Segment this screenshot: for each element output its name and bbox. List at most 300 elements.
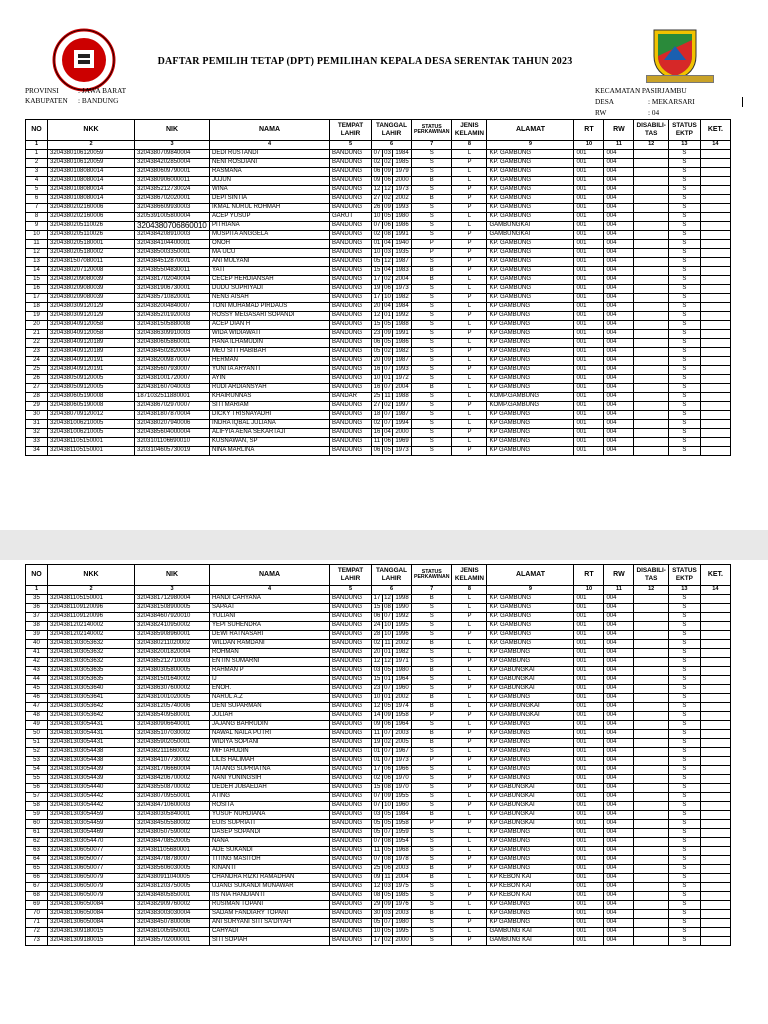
tanggal-lahir-cell bbox=[372, 446, 412, 455]
birth-year: 1940 bbox=[392, 240, 411, 248]
birth-month: 04 bbox=[382, 240, 392, 248]
column-header-nkk: NKK bbox=[48, 120, 135, 141]
rt-cell: 001 bbox=[574, 909, 604, 918]
tanggal-lahir-cell bbox=[372, 729, 412, 738]
nik-cell: 3204385508700002 bbox=[135, 783, 210, 792]
nkk-cell: 3204381309180015 bbox=[48, 927, 135, 936]
row-number: 31 bbox=[26, 419, 48, 428]
birth-day: 09 bbox=[373, 720, 381, 727]
keterangan-cell bbox=[700, 329, 730, 338]
rw-cell: 004 bbox=[604, 936, 634, 945]
column-header-tanggal-lahir: TANGGAL LAHIR bbox=[372, 565, 412, 586]
nik-cell: 3204381906730001 bbox=[135, 284, 210, 293]
nama-cell: INDRA IQBAL JULIANA bbox=[210, 419, 330, 428]
status-ektp-cell: S bbox=[668, 594, 700, 603]
nkk-cell: 3204381303053642 bbox=[48, 711, 135, 720]
table-row bbox=[26, 401, 731, 410]
rt-cell: 001 bbox=[574, 729, 604, 738]
tanggal-lahir-cell bbox=[372, 630, 412, 639]
rw-cell: 004 bbox=[604, 257, 634, 266]
rw-cell: 004 bbox=[604, 918, 634, 927]
status-perkawinan-cell: S bbox=[412, 612, 452, 621]
birth-year: 1982 bbox=[392, 649, 411, 657]
tempat-lahir-cell: BANDUNG bbox=[330, 738, 372, 747]
nik-cell: 3204381702040004 bbox=[135, 275, 210, 284]
tanggal-lahir-cell bbox=[372, 230, 412, 239]
alamat-cell: KP GAMBUNG bbox=[487, 738, 574, 747]
table-row bbox=[26, 257, 731, 266]
nama-cell: MIFTAHUDIN bbox=[210, 747, 330, 756]
nik-cell: 3204384107730002 bbox=[135, 756, 210, 765]
rw-cell: 004 bbox=[604, 819, 634, 828]
status-perkawinan-cell: S bbox=[412, 437, 452, 446]
rt-cell: 001 bbox=[574, 203, 604, 212]
disabilitas-cell bbox=[634, 266, 668, 275]
nik-cell: 3204381508900005 bbox=[135, 603, 210, 612]
row-number: 24 bbox=[26, 356, 48, 365]
nama-cell: CAHYADI bbox=[210, 927, 330, 936]
birth-year: 1935 bbox=[392, 249, 411, 257]
alamat-cell: KP GAMBUNG bbox=[487, 747, 574, 756]
birth-month: 06 bbox=[382, 865, 392, 873]
rt-cell: 001 bbox=[574, 149, 604, 158]
row-number: 51 bbox=[26, 738, 48, 747]
tanggal-lahir-cell bbox=[372, 693, 412, 702]
tanggal-lahir-cell bbox=[372, 774, 412, 783]
status-ektp-cell: S bbox=[668, 900, 700, 909]
nama-cell: YATI bbox=[210, 266, 330, 275]
rt-cell: 001 bbox=[574, 621, 604, 630]
row-number: 10 bbox=[26, 230, 48, 239]
status-ektp-cell: S bbox=[668, 221, 700, 230]
table-row bbox=[26, 666, 731, 675]
disabilitas-cell bbox=[634, 149, 668, 158]
birth-day: 06 bbox=[373, 446, 381, 453]
nkk-cell: 3204380409120058 bbox=[48, 320, 135, 329]
nama-cell: DEPI SINTIA bbox=[210, 194, 330, 203]
alamat-cell: KP. GAMBUNG bbox=[487, 248, 574, 257]
table-row bbox=[26, 212, 731, 221]
status-perkawinan-cell: S bbox=[412, 891, 452, 900]
birth-day: 06 bbox=[373, 612, 381, 619]
desa-value: : MEKARSARI bbox=[648, 97, 695, 106]
rw-cell: 004 bbox=[604, 747, 634, 756]
nama-cell: MEU SITI HABIBAH bbox=[210, 347, 330, 356]
nik-cell: 3204385702000001 bbox=[135, 936, 210, 945]
status-perkawinan-cell: B bbox=[412, 738, 452, 747]
birth-year: 1971 bbox=[392, 658, 411, 666]
birth-day: 26 bbox=[373, 203, 381, 210]
nik-cell: 3204385902050001 bbox=[135, 738, 210, 747]
alamat-cell: KP GAMBUNG bbox=[487, 720, 574, 729]
rt-cell: 001 bbox=[574, 176, 604, 185]
jenis-kelamin-cell: L bbox=[452, 594, 487, 603]
jenis-kelamin-cell: P bbox=[452, 185, 487, 194]
nik-cell: 3204384502820004 bbox=[135, 347, 210, 356]
birth-year: 1982 bbox=[392, 294, 411, 302]
nik-cell: 3204386702020001 bbox=[135, 194, 210, 203]
nkk-cell: 3204380605190008 bbox=[48, 392, 135, 401]
alamat-cell: KP GAMBUNGKAI bbox=[487, 711, 574, 720]
nkk-cell: 3204380209080039 bbox=[48, 275, 135, 284]
birth-month: 11 bbox=[382, 393, 392, 401]
disabilitas-cell bbox=[634, 927, 668, 936]
rw-cell: 004 bbox=[604, 266, 634, 275]
tanggal-lahir-cell bbox=[372, 392, 412, 401]
status-ektp-cell: S bbox=[668, 684, 700, 693]
tanggal-lahir-cell bbox=[372, 194, 412, 203]
nik-cell: 3204386307600002 bbox=[135, 684, 210, 693]
alamat-cell: KP. GAMBUNG bbox=[487, 239, 574, 248]
status-perkawinan-cell: S bbox=[412, 410, 452, 419]
birth-year: 1960 bbox=[392, 802, 411, 810]
keterangan-cell bbox=[700, 639, 730, 648]
birth-year: 1987 bbox=[392, 258, 411, 266]
page-title: DAFTAR PEMILIH TETAP (DPT) PEMILIHAN KEPALA DESA SERENTAK TAHUN 2023 bbox=[157, 56, 573, 67]
rw-cell: 004 bbox=[604, 729, 634, 738]
birth-day: 28 bbox=[373, 630, 381, 637]
nik-cell: 3204384208910003 bbox=[135, 230, 210, 239]
disabilitas-cell bbox=[634, 648, 668, 657]
disabilitas-cell bbox=[634, 846, 668, 855]
table-row bbox=[26, 675, 731, 684]
row-number: 26 bbox=[26, 374, 48, 383]
status-perkawinan-cell: S bbox=[412, 149, 452, 158]
birth-year: 1979 bbox=[392, 168, 411, 176]
nkk-cell: 3204380409120058 bbox=[48, 329, 135, 338]
table-row bbox=[26, 864, 731, 873]
column-number-row bbox=[26, 586, 731, 595]
disabilitas-cell bbox=[634, 630, 668, 639]
tempat-lahir-cell: BANDUNG bbox=[330, 311, 372, 320]
birth-month: 11 bbox=[382, 874, 392, 882]
row-number: 59 bbox=[26, 810, 48, 819]
table-row bbox=[26, 900, 731, 909]
birth-year: 1972 bbox=[392, 375, 411, 383]
disabilitas-cell bbox=[634, 212, 668, 221]
rt-cell: 001 bbox=[574, 275, 604, 284]
table-row bbox=[26, 311, 731, 320]
nik-cell: 3203104605730019 bbox=[135, 446, 210, 455]
birth-year: 1955 bbox=[392, 793, 411, 801]
table-row bbox=[26, 239, 731, 248]
row-number: 2 bbox=[26, 158, 48, 167]
birth-year: 1983 bbox=[392, 267, 411, 275]
nama-cell: LILIS HALIMAH bbox=[210, 756, 330, 765]
column-header-alamat: ALAMAT bbox=[487, 565, 574, 586]
keterangan-cell bbox=[700, 747, 730, 756]
column-header-keterangan: KET. bbox=[700, 120, 730, 141]
status-ektp-cell: S bbox=[668, 720, 700, 729]
rw-cell: 004 bbox=[604, 846, 634, 855]
status-perkawinan-cell: S bbox=[412, 765, 452, 774]
birth-day: 20 bbox=[373, 356, 381, 363]
tempat-lahir-cell: BANDUNG bbox=[330, 230, 372, 239]
birth-year: 1970 bbox=[392, 784, 411, 792]
column-number: 1 bbox=[26, 586, 48, 595]
row-number: 48 bbox=[26, 711, 48, 720]
status-ektp-cell: S bbox=[668, 401, 700, 410]
column-number: 2 bbox=[48, 586, 135, 595]
disabilitas-cell bbox=[634, 203, 668, 212]
rw-cell: 004 bbox=[604, 909, 634, 918]
nkk-cell: 3204381306050079 bbox=[48, 891, 135, 900]
tanggal-lahir-cell bbox=[372, 900, 412, 909]
rw-cell: 004 bbox=[604, 311, 634, 320]
jenis-kelamin-cell: L bbox=[452, 356, 487, 365]
status-perkawinan-cell: S bbox=[412, 293, 452, 302]
table-row bbox=[26, 621, 731, 630]
alamat-cell: KP GAMBUNG bbox=[487, 338, 574, 347]
table-row bbox=[26, 365, 731, 374]
row-number: 65 bbox=[26, 864, 48, 873]
tempat-lahir-cell: BANDUNG bbox=[330, 603, 372, 612]
birth-year: 1964 bbox=[392, 721, 411, 729]
disabilitas-cell bbox=[634, 302, 668, 311]
rw-cell: 004 bbox=[604, 828, 634, 837]
nama-cell: RUSIMAN TOPANI bbox=[210, 900, 330, 909]
tempat-lahir-cell: BANDUNG bbox=[330, 383, 372, 392]
birth-month: 02 bbox=[382, 159, 392, 167]
tempat-lahir-cell: BANDUNG bbox=[330, 266, 372, 275]
keterangan-cell bbox=[700, 149, 730, 158]
nama-cell: SITI SOPIAH bbox=[210, 936, 330, 945]
tanggal-lahir-cell bbox=[372, 284, 412, 293]
status-ektp-cell: S bbox=[668, 603, 700, 612]
nkk-cell: 3204380205180001 bbox=[48, 239, 135, 248]
nama-cell: ROHMAN bbox=[210, 648, 330, 657]
nkk-cell: 3204380108080014 bbox=[48, 185, 135, 194]
rt-cell: 001 bbox=[574, 792, 604, 801]
nkk-cell: 3204381303053632 bbox=[48, 657, 135, 666]
nik-cell: 3204382001820004 bbox=[135, 648, 210, 657]
tanggal-lahir-cell bbox=[372, 684, 412, 693]
disabilitas-cell bbox=[634, 864, 668, 873]
tempat-lahir-cell: BANDUNG bbox=[330, 284, 372, 293]
row-number: 52 bbox=[26, 747, 48, 756]
tanggal-lahir-cell bbox=[372, 855, 412, 864]
birth-month: 09 bbox=[382, 793, 392, 801]
table-row bbox=[26, 356, 731, 365]
nik-cell: 3204383003030004 bbox=[135, 909, 210, 918]
jenis-kelamin-cell: L bbox=[452, 437, 487, 446]
nik-cell: 3204385212730024 bbox=[135, 185, 210, 194]
birth-year: 1984 bbox=[392, 150, 411, 158]
status-ektp-cell: S bbox=[668, 230, 700, 239]
keterangan-cell bbox=[700, 927, 730, 936]
tempat-lahir-cell: BANDUNG bbox=[330, 810, 372, 819]
status-perkawinan-cell: S bbox=[412, 675, 452, 684]
tempat-lahir-cell: BANDUNG bbox=[330, 864, 372, 873]
keterangan-cell bbox=[700, 675, 730, 684]
birth-year: 1958 bbox=[392, 820, 411, 828]
tanggal-lahir-cell bbox=[372, 657, 412, 666]
keterangan-cell bbox=[700, 711, 730, 720]
status-ektp-cell: S bbox=[668, 693, 700, 702]
birth-year: 2003 bbox=[392, 865, 411, 873]
nik-cell: 3204381001720007 bbox=[135, 374, 210, 383]
nkk-cell: 3204381309180015 bbox=[48, 936, 135, 945]
disabilitas-cell bbox=[634, 882, 668, 891]
rt-cell: 001 bbox=[574, 167, 604, 176]
birth-day: 10 bbox=[373, 212, 381, 219]
table-row bbox=[26, 882, 731, 891]
tanggal-lahir-cell bbox=[372, 675, 412, 684]
column-number: 6 bbox=[372, 141, 412, 150]
tempat-lahir-cell: BANDUNG bbox=[330, 666, 372, 675]
alamat-cell: KP GAMBUNG bbox=[487, 374, 574, 383]
tempat-lahir-cell: BANDUNG bbox=[330, 594, 372, 603]
birth-day: 19 bbox=[373, 284, 381, 291]
status-ektp-cell: S bbox=[668, 639, 700, 648]
birth-month: 03 bbox=[382, 910, 392, 918]
alamat-cell: KP GAMBUNG bbox=[487, 347, 574, 356]
row-number: 27 bbox=[26, 383, 48, 392]
keterangan-cell bbox=[700, 774, 730, 783]
rt-cell: 001 bbox=[574, 284, 604, 293]
disabilitas-cell bbox=[634, 675, 668, 684]
tanggal-lahir-cell bbox=[372, 293, 412, 302]
rw-label: RW bbox=[595, 108, 607, 117]
rw-cell: 004 bbox=[604, 837, 634, 846]
status-ektp-cell: S bbox=[668, 927, 700, 936]
birth-day: 12 bbox=[373, 882, 381, 889]
nik-cell: 3204381706660004 bbox=[135, 765, 210, 774]
rw-cell: 004 bbox=[604, 711, 634, 720]
table-row bbox=[26, 783, 731, 792]
nkk-cell: 3204381303054439 bbox=[48, 774, 135, 783]
birth-month: 05 bbox=[382, 321, 392, 329]
alamat-cell: KP GAMBUNG bbox=[487, 311, 574, 320]
tempat-lahir-cell: BANDUNG bbox=[330, 765, 372, 774]
table-row bbox=[26, 419, 731, 428]
alamat-cell: KP GAMBUNG bbox=[487, 846, 574, 855]
rw-cell: 004 bbox=[604, 158, 634, 167]
keterangan-cell bbox=[700, 158, 730, 167]
tempat-lahir-cell: BANDUNG bbox=[330, 347, 372, 356]
birth-year: 2004 bbox=[392, 276, 411, 284]
rw-cell: 004 bbox=[604, 765, 634, 774]
birth-day: 15 bbox=[373, 603, 381, 610]
nama-cell: SAPAAT bbox=[210, 603, 330, 612]
birth-month: 07 bbox=[382, 757, 392, 765]
birth-day: 02 bbox=[373, 158, 381, 165]
jenis-kelamin-cell: L bbox=[452, 212, 487, 221]
birth-year: 1975 bbox=[392, 883, 411, 891]
tanggal-lahir-cell bbox=[372, 176, 412, 185]
birth-month: 01 bbox=[382, 649, 392, 657]
nama-cell: RUDI ARDIANSYAH bbox=[210, 383, 330, 392]
tempat-lahir-cell: BANDUNG bbox=[330, 275, 372, 284]
tempat-lahir-cell: BANDUNG bbox=[330, 711, 372, 720]
jenis-kelamin-cell: P bbox=[452, 311, 487, 320]
column-number: 2 bbox=[48, 141, 135, 150]
column-header-nik: NIK bbox=[135, 565, 210, 586]
birth-day: 10 bbox=[373, 374, 381, 381]
nik-cell: 3204381501640002 bbox=[135, 675, 210, 684]
table-row bbox=[26, 774, 731, 783]
birth-day: 07 bbox=[373, 837, 381, 844]
table-row bbox=[26, 729, 731, 738]
row-number: 23 bbox=[26, 347, 48, 356]
disabilitas-cell bbox=[634, 738, 668, 747]
status-perkawinan-cell: S bbox=[412, 837, 452, 846]
status-perkawinan-cell: B bbox=[412, 383, 452, 392]
status-perkawinan-cell: S bbox=[412, 338, 452, 347]
birth-year: 1973 bbox=[392, 186, 411, 194]
table-row bbox=[26, 693, 731, 702]
status-perkawinan-cell: S bbox=[412, 648, 452, 657]
row-number: 14 bbox=[26, 266, 48, 275]
row-number: 19 bbox=[26, 311, 48, 320]
column-number-row bbox=[26, 141, 731, 150]
rt-cell: 001 bbox=[574, 666, 604, 675]
nkk-cell: 3204381303053640 bbox=[48, 684, 135, 693]
rw-cell: 004 bbox=[604, 437, 634, 446]
row-number: 57 bbox=[26, 792, 48, 801]
alamat-cell: KP GAMBUNG bbox=[487, 356, 574, 365]
tanggal-lahir-cell bbox=[372, 248, 412, 257]
birth-year: 1969 bbox=[392, 438, 411, 446]
status-ektp-cell: S bbox=[668, 347, 700, 356]
rw-cell: 004 bbox=[604, 176, 634, 185]
birth-year: 1988 bbox=[392, 393, 411, 401]
birth-day: 03 bbox=[373, 666, 381, 673]
birth-day: 07 bbox=[373, 855, 381, 862]
birth-year: 1973 bbox=[392, 285, 411, 293]
rw-cell: 004 bbox=[604, 401, 634, 410]
column-header-rw: RW bbox=[604, 120, 634, 141]
tanggal-lahir-cell bbox=[372, 873, 412, 882]
column-header-tempat-lahir: TEMPAT LAHIR bbox=[330, 565, 372, 586]
tempat-lahir-cell: BANDUNG bbox=[330, 900, 372, 909]
rt-cell: 001 bbox=[574, 239, 604, 248]
tanggal-lahir-cell bbox=[372, 837, 412, 846]
birth-month: 09 bbox=[382, 901, 392, 909]
alamat-cell: KP. GAMBUNG bbox=[487, 630, 574, 639]
nik-cell: 3204384708780007 bbox=[135, 855, 210, 864]
keterangan-cell bbox=[700, 212, 730, 221]
rw-cell: 004 bbox=[604, 684, 634, 693]
row-number: 39 bbox=[26, 630, 48, 639]
rt-cell: 001 bbox=[574, 194, 604, 203]
birth-day: 07 bbox=[373, 221, 381, 228]
birth-year: 1973 bbox=[392, 447, 411, 455]
tempat-lahir-cell: BANDUNG bbox=[330, 419, 372, 428]
nkk-cell: 3204381303053632 bbox=[48, 639, 135, 648]
nama-cell: HANA ILHAMUDIN bbox=[210, 338, 330, 347]
status-ektp-cell: S bbox=[668, 311, 700, 320]
row-number: 16 bbox=[26, 284, 48, 293]
disabilitas-cell bbox=[634, 891, 668, 900]
status-perkawinan-cell: S bbox=[412, 927, 452, 936]
row-number: 53 bbox=[26, 756, 48, 765]
jenis-kelamin-cell: L bbox=[452, 837, 487, 846]
birth-day: 17 bbox=[373, 594, 381, 601]
column-header-keterangan: KET. bbox=[700, 565, 730, 586]
alamat-cell: KP GAMBUNG bbox=[487, 909, 574, 918]
tempat-lahir-cell: BANDUNG bbox=[330, 338, 372, 347]
alamat-cell: KP KEBON KAI bbox=[487, 891, 574, 900]
nik-cell: 3204385606030005 bbox=[135, 864, 210, 873]
table-row bbox=[26, 630, 731, 639]
keterangan-cell bbox=[700, 657, 730, 666]
keterangan-cell bbox=[700, 194, 730, 203]
tempat-lahir-cell: BANDUNG bbox=[330, 293, 372, 302]
table-row bbox=[26, 657, 731, 666]
keterangan-cell bbox=[700, 837, 730, 846]
birth-month: 10 bbox=[382, 622, 392, 630]
